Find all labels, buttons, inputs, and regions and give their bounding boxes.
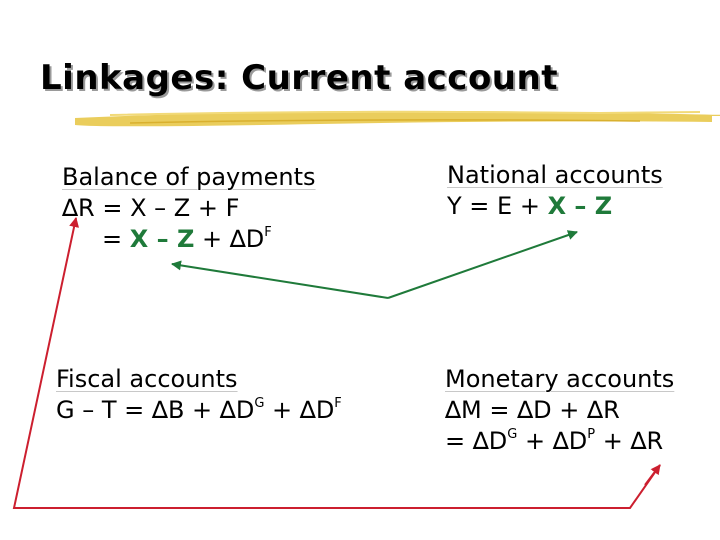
bop-eq2-green: X – Z <box>129 225 195 253</box>
monetary-equation-1: ∆M = ∆D + ∆R <box>445 396 620 424</box>
bop-eq2-prefix: = <box>102 225 130 253</box>
fiscal-eq-a: G – T = ∆B + ∆D <box>56 396 255 424</box>
fiscal-eq-b: + ∆D <box>264 396 335 424</box>
monetary-eq2-a: = ∆D <box>445 427 508 455</box>
monetary-eq2-b: + ∆D <box>517 427 588 455</box>
green-arrow-to-bop <box>172 264 388 298</box>
green-arrow-to-national <box>388 232 577 298</box>
national-heading: National accounts <box>447 161 663 189</box>
bop-eq2-sup: F <box>264 225 272 240</box>
red-arrow-monetary-head <box>645 465 660 485</box>
bop-heading: Balance of payments <box>62 163 316 191</box>
national-eq-green: X – Z <box>547 192 613 220</box>
national-eq-prefix: Y = E + <box>447 192 548 220</box>
fiscal-eq-sup2: F <box>334 396 342 411</box>
red-arrow-monetary-to-bop <box>14 218 660 508</box>
bop-equation-1: ∆R = X – Z + F <box>62 194 240 222</box>
fiscal-heading: Fiscal accounts <box>56 365 238 393</box>
slide-title: Linkages: Current account <box>40 58 558 98</box>
monetary-eq2-sup2: P <box>587 427 596 442</box>
fiscal-eq-sup1: G <box>254 396 265 411</box>
monetary-heading: Monetary accounts <box>445 365 675 393</box>
monetary-eq2-sup1: G <box>507 427 518 442</box>
monetary-eq2-c: + ∆R <box>595 427 664 455</box>
bop-eq2-mid: + ∆D <box>194 225 265 253</box>
